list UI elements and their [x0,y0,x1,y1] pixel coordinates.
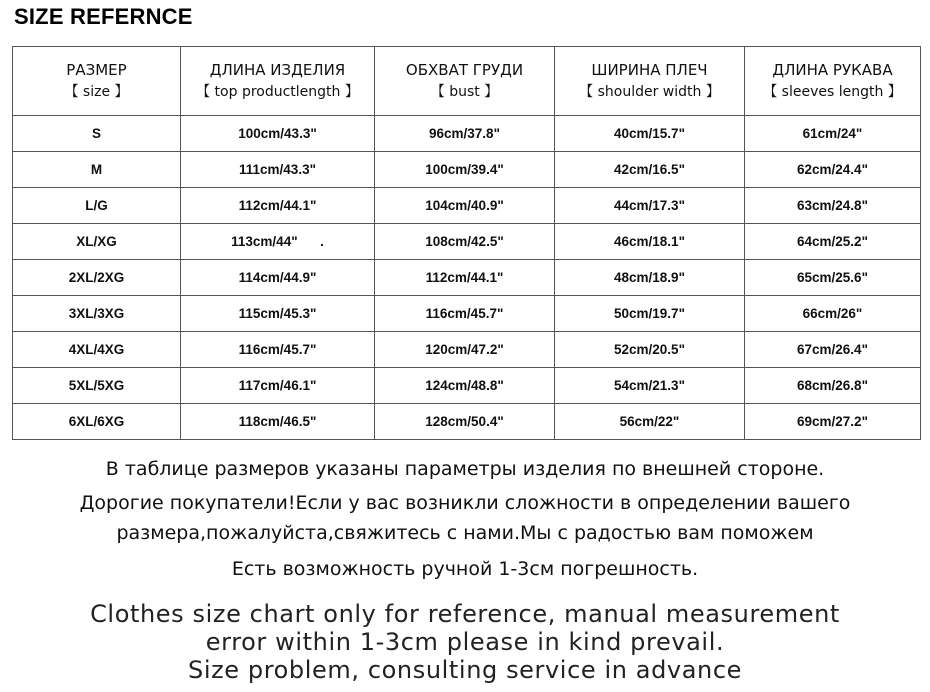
cell-bust: 108cm/42.5" [375,224,555,260]
cell-size: M [13,152,181,188]
table-row [13,116,921,152]
header-bust-ru: ОБХВАТ ГРУДИ [405,61,524,79]
table-row [13,332,921,368]
cell-sleeve: 69cm/27.2" [745,404,921,440]
cell-size: 6XL/6XG [13,404,181,440]
cell-sleeve: 64cm/25.2" [745,224,921,260]
cell-length: 118cm/46.5" [181,404,375,440]
header-shoulder [555,47,745,116]
table-row [13,188,921,224]
table-row [13,404,921,440]
cell-length: 100cm/43.3" [181,116,375,152]
header-sleeve-ru: ДЛИНА РУКАВА [772,61,893,79]
header-sleeve [745,47,921,116]
header-sleeve-en: 【 sleeves length 】 [763,84,902,100]
header-size-ru: РАЗМЕР [66,61,127,79]
size-chart-table [12,46,921,440]
header-length [181,47,375,116]
note-ru-line-3: размера,пожалуйста,свяжитесь с нами.Мы с радостью вам поможем [116,522,814,544]
cell-bust: 100cm/39.4" [375,152,555,188]
header-length-ru: ДЛИНА ИЗДЕЛИЯ [209,61,346,79]
cell-shoulder: 42cm/16.5" [555,152,745,188]
cell-sleeve: 68cm/26.8" [745,368,921,404]
cell-sleeve: 65cm/25.6" [745,260,921,296]
cell-length: 113cm/44" . [181,224,375,260]
header-length-en: 【 top productlength 】 [196,84,359,100]
cell-shoulder: 40cm/15.7" [555,116,745,152]
cell-shoulder: 46cm/18.1" [555,224,745,260]
header-bust-en: 【 bust 】 [430,84,499,100]
header-size-en: 【 size 】 [64,84,129,100]
header-shoulder-en: 【 shoulder width 】 [579,84,720,100]
cell-size: S [13,116,181,152]
note-ru-line-4: Есть возможность ручной 1-3см погрешность. [231,558,699,580]
cell-shoulder: 48cm/18.9" [555,260,745,296]
cell-size: 3XL/3XG [13,296,181,332]
cell-bust: 104cm/40.9" [375,188,555,224]
cell-shoulder: 56cm/22" [555,404,745,440]
table-row [13,296,921,332]
cell-bust: 128cm/50.4" [375,404,555,440]
cell-sleeve: 61cm/24" [745,116,921,152]
cell-bust: 112cm/44.1" [375,260,555,296]
note-ru-line-1: В таблице размеров указаны параметры изделия по внешней стороне. [105,458,825,480]
cell-length: 111cm/43.3" [181,152,375,188]
cell-length: 114cm/44.9" [181,260,375,296]
header-size [13,47,181,116]
page-title: SIZE REFERNCE [14,4,193,29]
cell-shoulder: 52cm/20.5" [555,332,745,368]
header-shoulder-ru: ШИРИНА ПЛЕЧ [591,61,708,79]
cell-size: 4XL/4XG [13,332,181,368]
cell-length: 112cm/44.1" [181,188,375,224]
note-en-line-1: Clothes size chart only for reference, manual measurement [90,600,840,628]
cell-shoulder: 54cm/21.3" [555,368,745,404]
cell-sleeve: 62cm/24.4" [745,152,921,188]
cell-sleeve: 66cm/26" [745,296,921,332]
cell-length: 115cm/45.3" [181,296,375,332]
cell-shoulder: 44cm/17.3" [555,188,745,224]
cell-bust: 96cm/37.8" [375,116,555,152]
cell-bust: 116cm/45.7" [375,296,555,332]
cell-bust: 124cm/48.8" [375,368,555,404]
cell-length: 117cm/46.1" [181,368,375,404]
header-bust [375,47,555,116]
cell-size: 5XL/5XG [13,368,181,404]
cell-size: XL/XG [13,224,181,260]
table-header-row [13,47,921,116]
cell-sleeve: 63cm/24.8" [745,188,921,224]
note-en-line-2: error within 1-3cm please in kind prevail. [205,628,725,656]
cell-size: L/G [13,188,181,224]
note-ru-line-2: Дорогие покупатели!Если у вас возникли сложности в определении вашего [79,492,851,514]
cell-bust: 120cm/47.2" [375,332,555,368]
table-row [13,260,921,296]
cell-length: 116cm/45.7" [181,332,375,368]
note-en-line-3: Size problem, consulting service in advance [187,656,742,684]
table-row [13,368,921,404]
cell-sleeve: 67cm/26.4" [745,332,921,368]
table-row [13,224,921,260]
cell-size: 2XL/2XG [13,260,181,296]
table-row [13,152,921,188]
cell-shoulder: 50cm/19.7" [555,296,745,332]
